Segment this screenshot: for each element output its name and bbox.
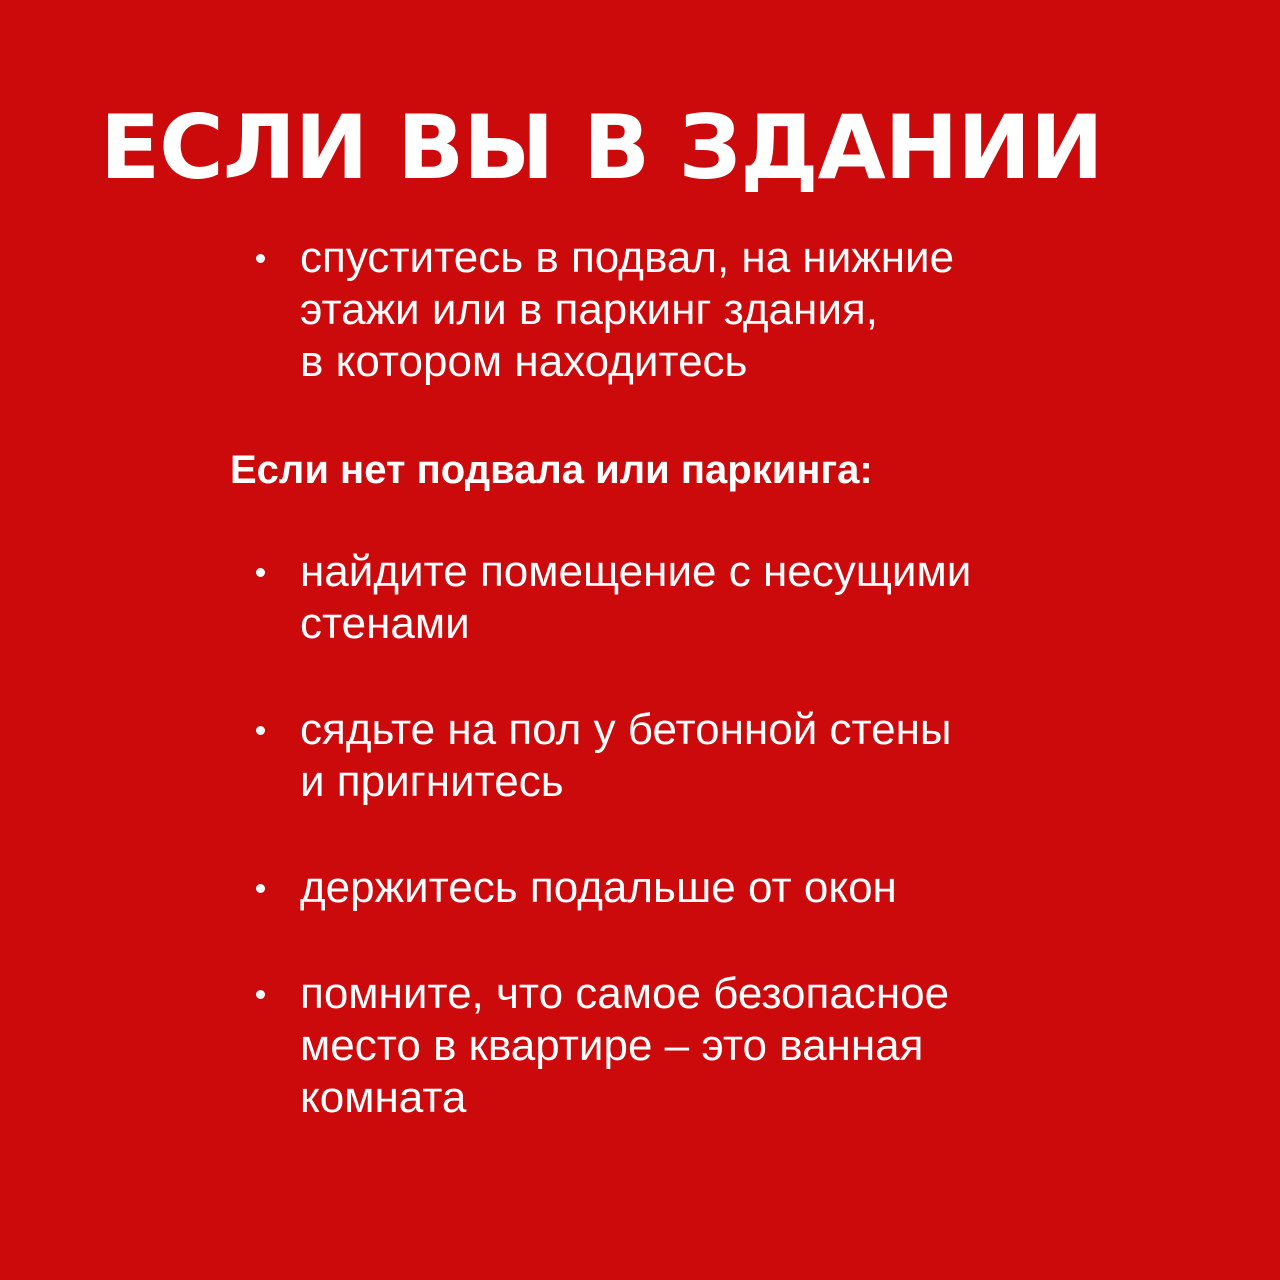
list-item-text: помните, что самое безопасное место в квартире – это ванная комната [300, 969, 950, 1122]
section-subheading: Если нет подвала или паркинга: [230, 448, 873, 492]
list-item-text: найдите помещение с несущими стенами [300, 547, 972, 648]
bullet-dot-icon [256, 254, 265, 263]
bullet-dot-icon [256, 568, 265, 577]
list-item-text: сядьте на пол у бетонной стены и пригнитесь [300, 705, 952, 806]
list-item-text: спуститесь в подвал, на нижние этажи или в паркинг здания, в котором находитесь [300, 233, 955, 386]
bullet-dot-icon [256, 726, 265, 735]
page-title: ЕСЛИ ВЫ В ЗДАНИИ [100, 96, 1103, 199]
list-item-text: держитесь подальше от окон [300, 863, 897, 912]
bullet-dot-icon [256, 990, 265, 999]
bullet-dot-icon [256, 884, 265, 893]
